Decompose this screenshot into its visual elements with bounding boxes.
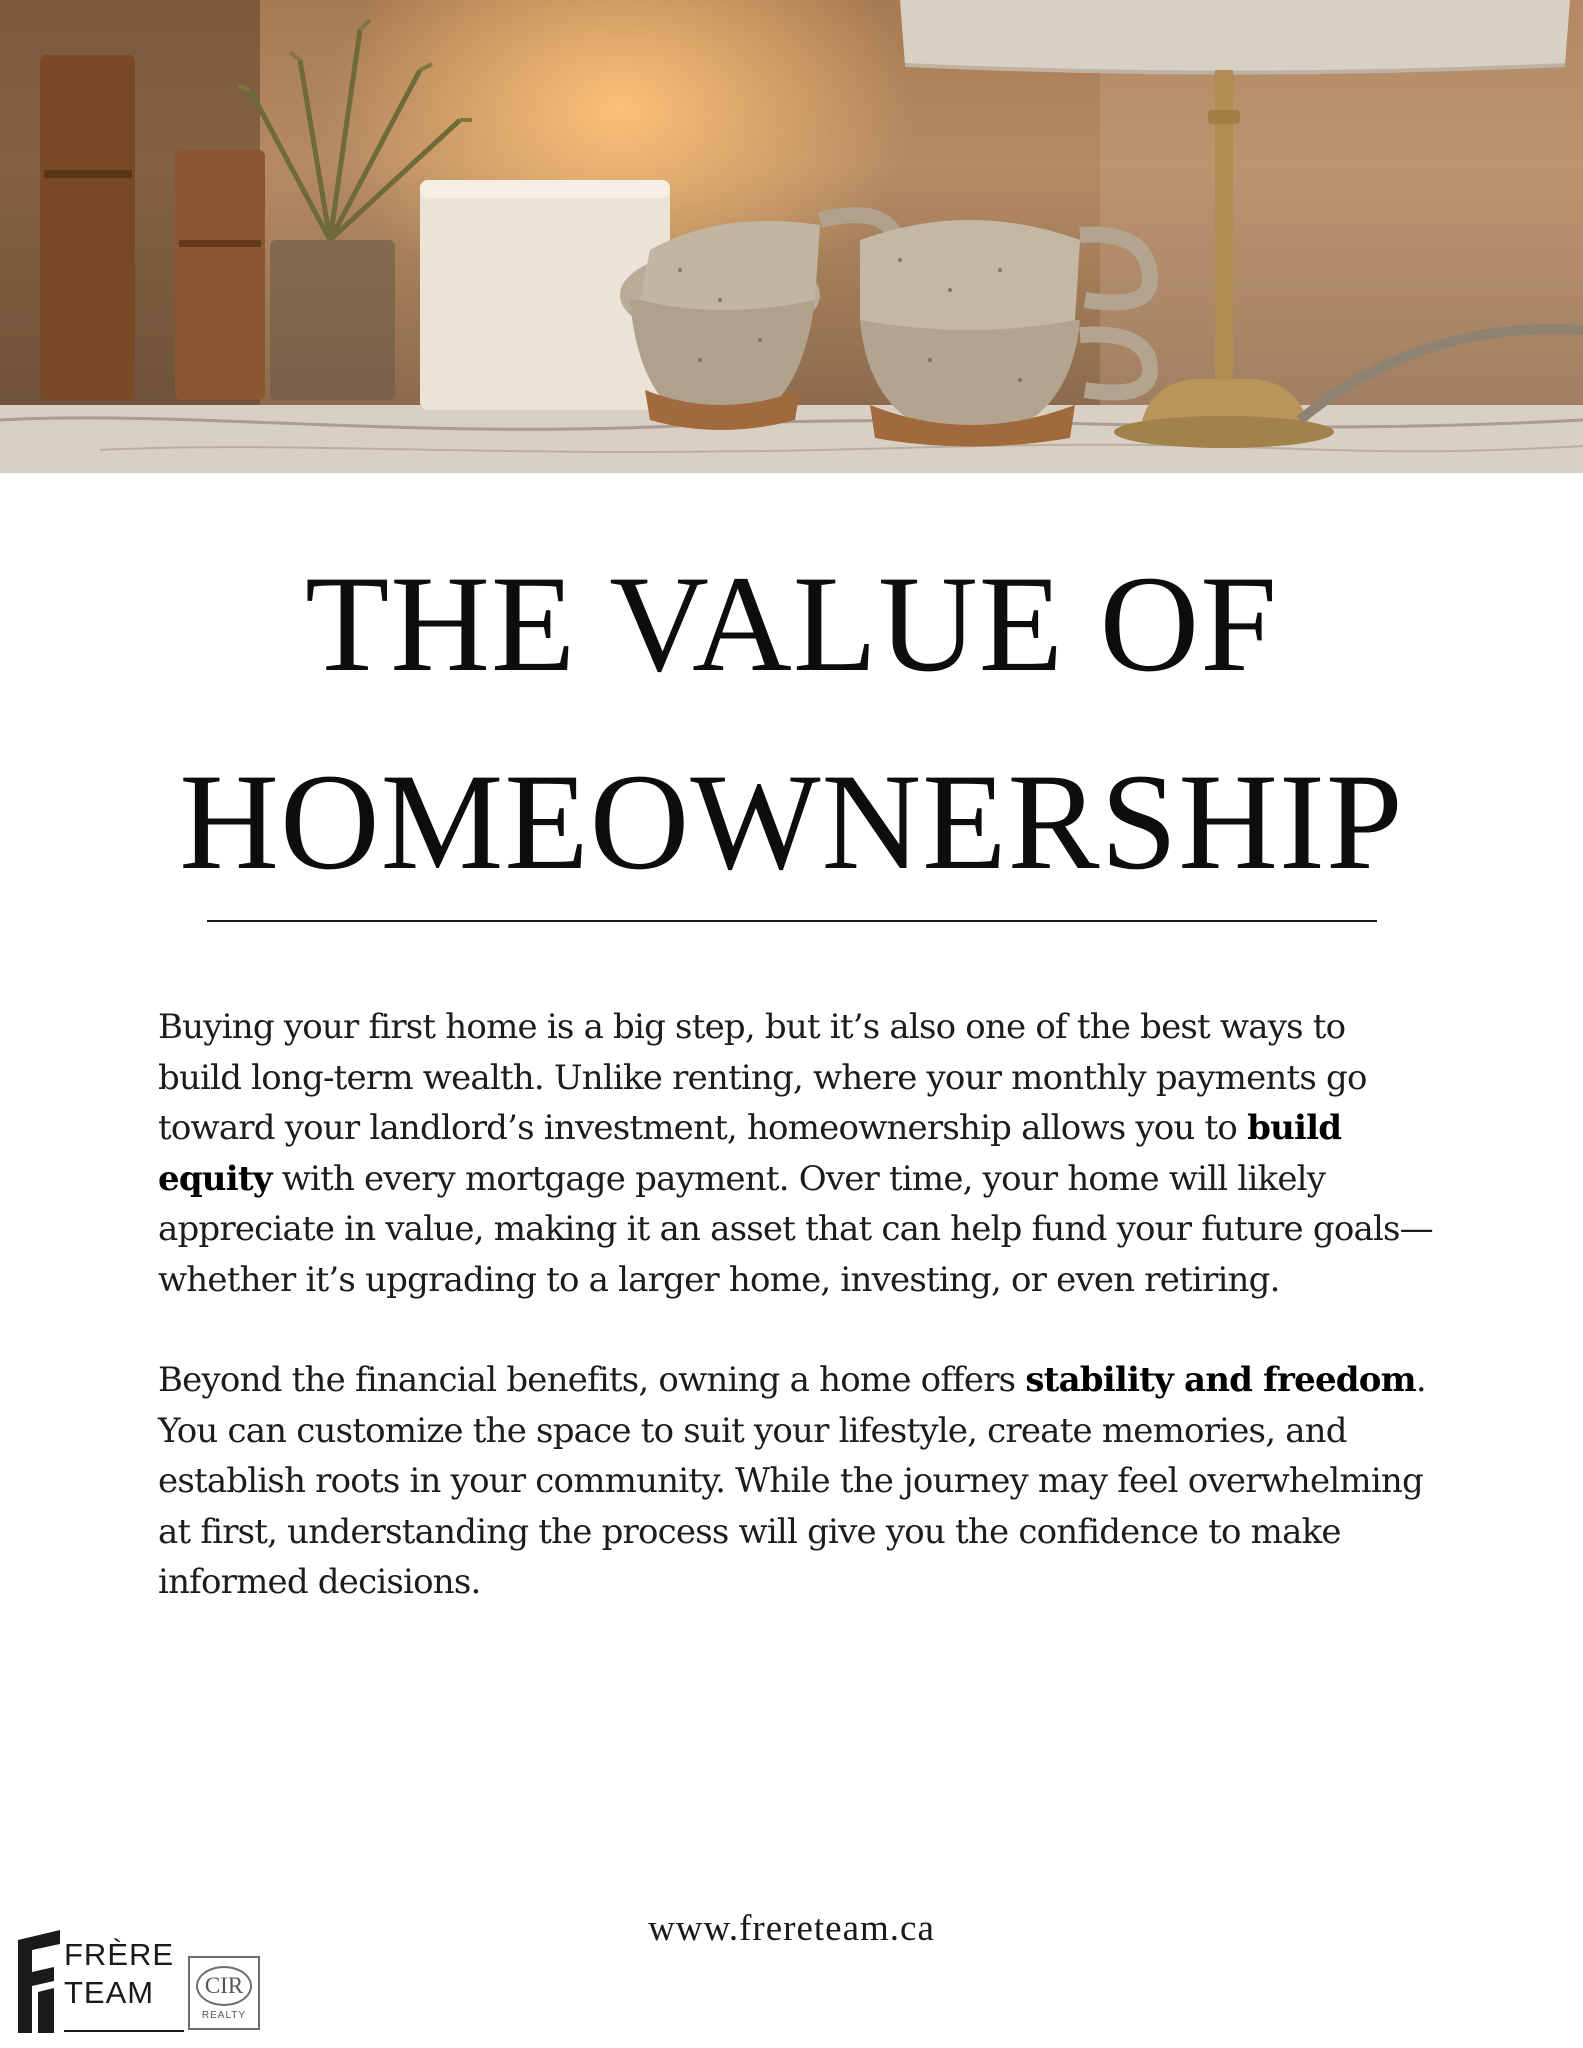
cir-badge-text: CIR	[196, 1966, 252, 2006]
logo-line-1: FRÈRE	[64, 1937, 175, 1972]
intro-text-end: with every mortgage payment. Over time, your home will likely appreciate in value, making it an asset that can help fund your future goals—whether it’s upgrading to a larger home, investing, or even retiring.	[158, 1158, 1433, 1300]
frere-team-logo	[14, 1930, 254, 2040]
benefits-emphasis: stability and freedom	[1025, 1360, 1416, 1400]
cir-badge-subtext: REALTY	[201, 2010, 247, 2021]
benefits-text-end: . You can customize the space to suit your lifestyle, create memories, and establish roots in your community. While the journey may feel overwhelming at first, understanding the process will give you the confidence to make informed decisions.	[158, 1360, 1426, 1602]
benefits-paragraph	[158, 1355, 1438, 1608]
title-line-1: THE VALUE OF	[305, 547, 1278, 700]
website-link[interactable]: www.frereteam.ca	[648, 1908, 935, 1949]
intro-emphasis: build equity	[158, 1108, 1342, 1199]
logo-f-mark-icon	[14, 1930, 64, 2035]
benefits-text-start: Beyond the financial benefits, owning a home offers	[158, 1360, 1026, 1400]
logo-underline	[64, 2030, 184, 2032]
title-divider	[207, 920, 1377, 922]
intro-paragraph	[158, 1002, 1438, 1305]
cir-realty-badge	[188, 1956, 260, 2030]
logo-line-2: TEAM	[64, 1975, 155, 2010]
hero-illustration	[0, 0, 1583, 473]
logo-wordmark	[64, 1936, 174, 2012]
page-title	[0, 525, 1583, 921]
title-line-2: HOMEOWNERSHIP	[179, 745, 1404, 898]
intro-text-start: Buying your first home is a big step, but it’s also one of the best ways to build long-term wealth. Unlike renting, where your monthly payments go toward your landlord’s investment, homeownership allows you to	[158, 1007, 1367, 1148]
hero-image	[0, 0, 1583, 473]
